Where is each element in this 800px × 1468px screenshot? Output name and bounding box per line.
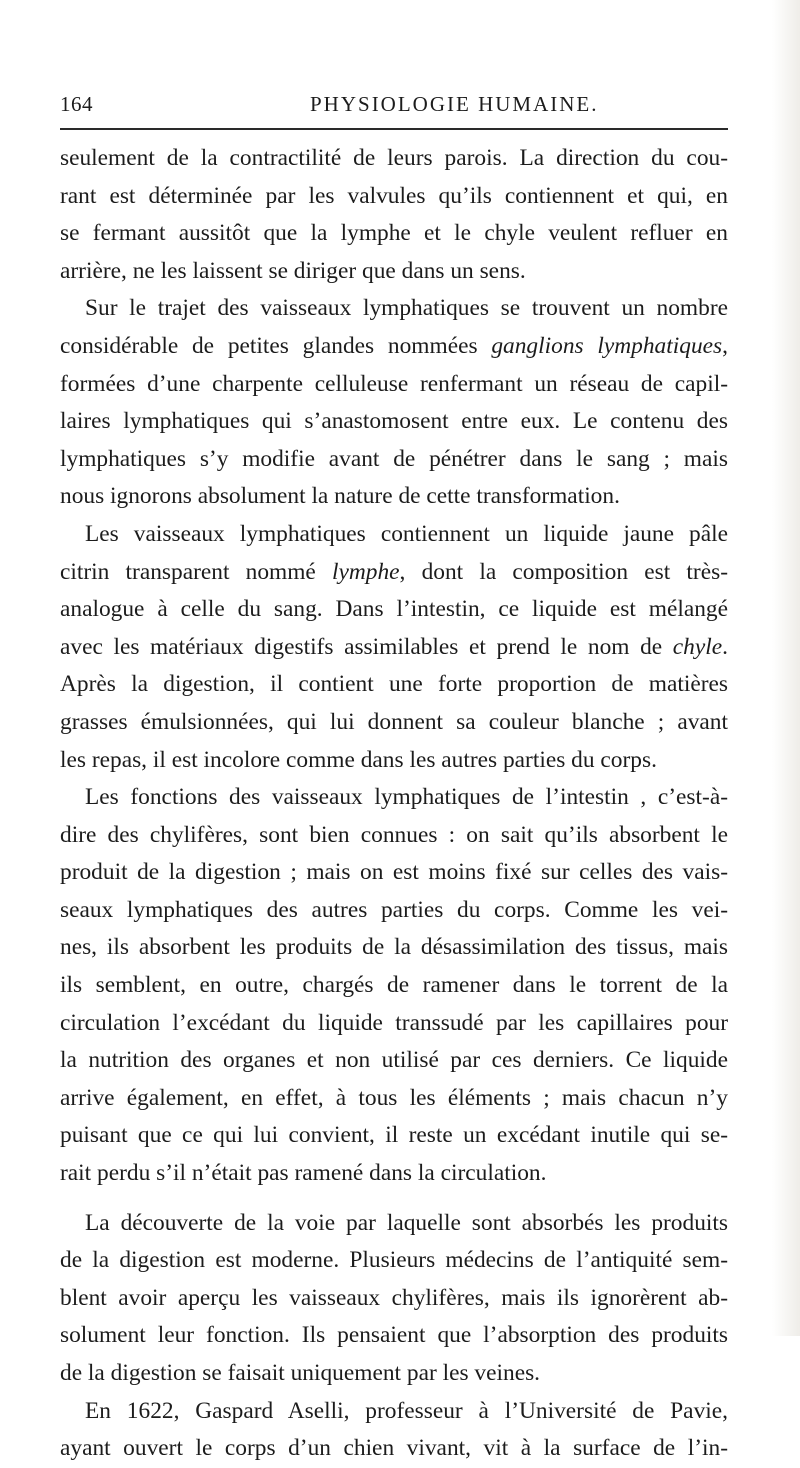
text-line: la nutrition des organes et non utilisé par ces derniers. Ce liquide	[60, 1047, 728, 1074]
text-line: Les vaisseaux lymphatiques contiennent un liquide jaune pâle	[85, 520, 728, 547]
text-line: analogue à celle du sang. Dans l’intestin, ce liquide est mélangé	[60, 596, 728, 623]
text-line: puisant que ce qui lui convient, il reste un excédant inutile qui se-	[60, 1122, 728, 1149]
paragraph-5	[60, 1205, 728, 1393]
text-line: les repas, il est incolore comme dans les autres parties du corps.	[60, 746, 657, 773]
text-line: se fermant aussitôt que la lymphe et le chyle veulent refluer en	[60, 220, 728, 247]
italic-term: lymphe	[332, 558, 400, 585]
text-line: rant est déterminée par les valvules qu’ils contiennent et qui, en	[60, 182, 728, 209]
paragraph-4	[60, 779, 728, 1193]
text-line: La découverte de la voie par laquelle sont absorbés les produits	[85, 1209, 728, 1236]
text-line: lymphatiques s’y modifie avant de pénétrer dans le sang ; mais	[60, 445, 728, 472]
paragraph-3	[60, 516, 728, 779]
text-run: avec les matériaux digestifs assimilables et prend le nom de	[60, 633, 673, 660]
text-line: Les fonctions des vaisseaux lymphatiques de l’intestin , c’est-à-	[85, 784, 728, 811]
text-line: grasses émulsionnées, qui lui donnent sa couleur blanche ; avant	[60, 708, 728, 735]
text-line: seulement de la contractilité de leurs parois. La direction du cou-	[60, 145, 728, 171]
paragraph-2	[60, 290, 728, 516]
text-line: seaux lymphatiques des autres parties du corps. Comme les vei-	[60, 896, 728, 923]
text-line: rait perdu s’il n’était pas ramené dans la circulation.	[60, 1160, 547, 1187]
text-line: formées d’une charpente celluleuse renfermant un réseau de capil-	[60, 370, 728, 397]
text-line: produit de la digestion ; mais on est moins fixé sur celles des vais-	[60, 859, 728, 886]
text-run: , dont la composition est très-	[399, 558, 728, 585]
text-line	[60, 629, 728, 667]
text-run: .	[722, 633, 728, 660]
text-line: arrive également, en effet, à tous les éléments ; mais chacun n’y	[60, 1084, 728, 1111]
text-line: nes, ils absorbent les produits de la désassimilation des tissus, mais	[60, 934, 728, 961]
text-line: dire des chylifères, sont bien connues : on sait qu’ils absorbent le	[60, 821, 728, 848]
text-line: arrière, ne les laissent se diriger que dans un sens.	[60, 257, 526, 284]
paragraph-1	[60, 140, 728, 290]
text-line: de la digestion se faisait uniquement par les veines.	[60, 1360, 541, 1386]
text-run: ,	[722, 332, 728, 359]
italic-term: chyle	[672, 633, 723, 660]
page-header	[60, 92, 728, 122]
header-rule	[60, 128, 728, 130]
text-line: de la digestion est moderne. Plusieurs médecins de l’antiquité sem-	[60, 1247, 728, 1274]
text-line	[60, 554, 728, 592]
text-run: considérable de petites glandes nommées	[60, 332, 492, 359]
text-line: ils semblent, en outre, chargés de ramener dans le torrent de la	[60, 972, 728, 999]
page-number: 164	[60, 92, 93, 116]
text-line: solument leur fonction. Ils pensaient que l’absorption des produits	[60, 1322, 728, 1349]
text-line: circulation l’excédant du liquide transsudé par les capillaires pour	[60, 1009, 728, 1036]
text-line: ayant ouvert le corps d’un chien vivant, vit à la surface de l’in-	[60, 1435, 728, 1462]
text-line: blent avoir aperçu les vaisseaux chylifères, mais ils ignorèrent ab-	[60, 1284, 728, 1311]
text-line: En 1622, Gaspard Aselli, professeur à l’Université de Pavie,	[85, 1397, 728, 1424]
text-line: laires lymphatiques qui s’anastomosent entre eux. Le contenu des	[60, 408, 728, 435]
paragraph-6	[60, 1393, 728, 1468]
italic-term: ganglions lymphatiques	[491, 332, 723, 359]
body-text	[60, 140, 728, 1468]
running-title: PHYSIOLOGIE HUMAINE.	[310, 92, 599, 116]
text-line: Sur le trajet des vaisseaux lymphatiques se trouvent un nombre	[85, 295, 728, 322]
text-line: nous ignorons absolument la nature de cette transformation.	[60, 483, 620, 510]
text-line	[60, 328, 728, 366]
page-edge-shadow	[772, 0, 800, 1336]
text-line: Après la digestion, il contient une forte proportion de matières	[60, 671, 728, 698]
text-run: citrin transparent nommé	[60, 558, 332, 585]
